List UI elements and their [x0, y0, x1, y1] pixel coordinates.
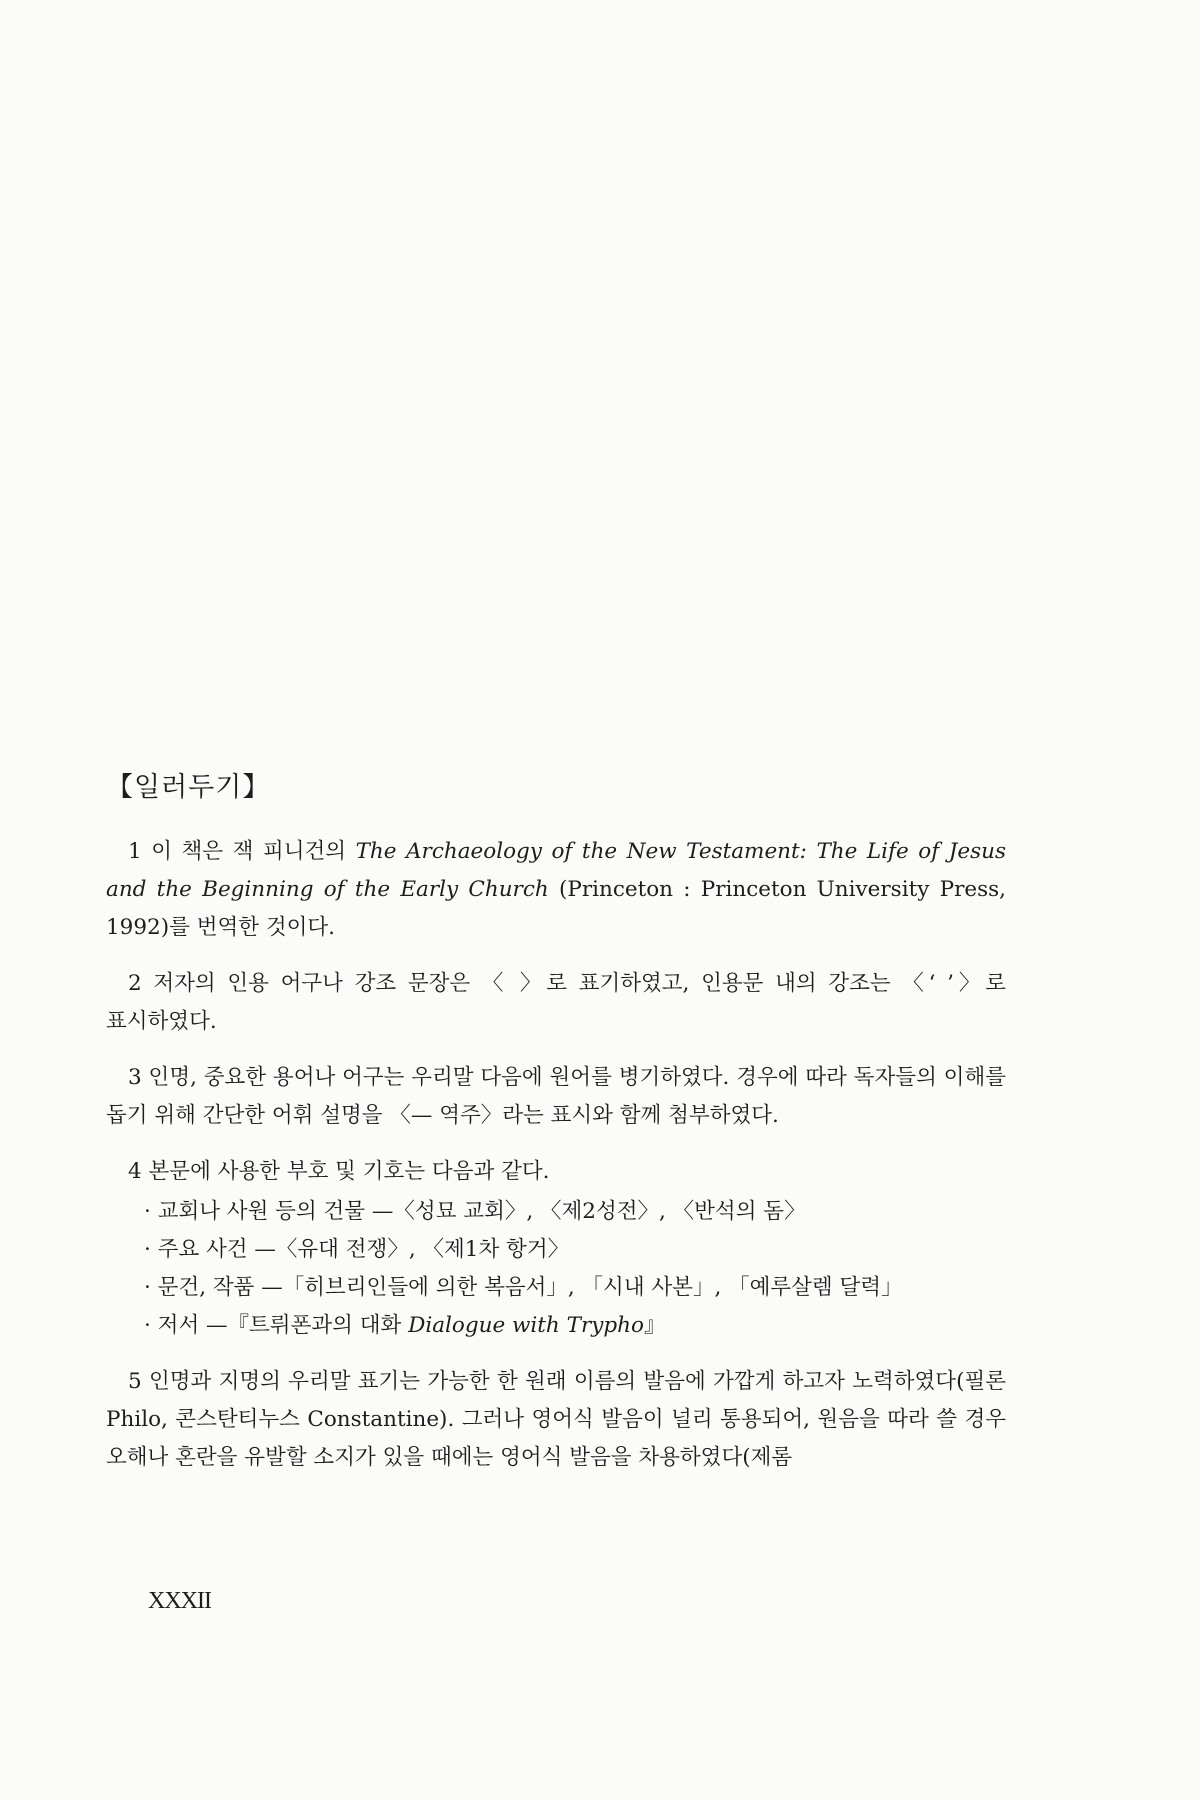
- section-heading: 【일러두기】: [106, 772, 271, 803]
- list-item: · 문건, 작품 —「히브리인들에 의한 복음서」, 「시내 사본」, 「예루살렘 달력」: [144, 1275, 903, 1301]
- note-5-number: 5: [128, 1369, 142, 1395]
- note-5: [106, 1363, 1006, 1477]
- note-4-list: [106, 1193, 1006, 1345]
- note-2: [106, 965, 1006, 1041]
- note-4: [106, 1153, 1006, 1191]
- note-1-text-post: (Princeton : Princeton University Press, 1992)를 번역한 것이다.: [106, 877, 1006, 941]
- note-4-number: 4: [128, 1159, 142, 1185]
- note-5-text: 인명과 지명의 우리말 표기는 가능한 한 원래 이름의 발음에 가깝게 하고자 노력하였다(필론 Philo, 콘스탄티누스 Constantine). 그러나 영어식 발음이 널리 통용되어, 원음을 따라 쓸 경우 오해나 혼란을 유발할 소지가 있을 때에는 영어식 발음을 차용하였다(제롬: [106, 1369, 1006, 1471]
- note-1-text-pre: 이 책은 잭 피니건의: [151, 839, 356, 865]
- note-3: [106, 1059, 1006, 1135]
- list-item: · 주요 사건 —〈유대 전쟁〉, 〈제1차 항거〉: [144, 1237, 570, 1263]
- list-item-4-post: 』: [643, 1313, 666, 1339]
- note-2-text: 저자의 인용 어구나 강조 문장은 〈 〉로 표기하였고, 인용문 내의 강조는 〈‘ ’〉로 표시하였다.: [106, 971, 1006, 1035]
- page-number: XXXII: [148, 1588, 211, 1614]
- note-1-book-title: The Archaeology of the New Testament: The Life of Jesus and the Beginning of the Early Church: [106, 839, 1006, 903]
- note-3-text: 인명, 중요한 용어나 어구는 우리말 다음에 원어를 병기하였다. 경우에 따라 독자들의 이해를 돕기 위해 간단한 어휘 설명을 〈— 역주〉라는 표시와 함께 첨부하였다.: [106, 1065, 1006, 1129]
- note-4-text: 본문에 사용한 부호 및 기호는 다음과 같다.: [148, 1159, 550, 1185]
- list-item: [106, 1307, 1006, 1345]
- note-2-number: 2: [128, 971, 142, 997]
- list-item-4-pre: · 저서 —『트뤼폰과의 대화: [144, 1313, 409, 1339]
- note-1: [106, 833, 1006, 947]
- note-3-number: 3: [128, 1065, 142, 1091]
- note-1-number: 1: [128, 839, 142, 865]
- list-item: · 교회나 사원 등의 건물 —〈성묘 교회〉, 〈제2성전〉, 〈반석의 돔〉: [144, 1199, 806, 1225]
- notes-section: [106, 770, 1006, 1495]
- list-item-4-title: Dialogue with Trypho: [408, 1313, 644, 1339]
